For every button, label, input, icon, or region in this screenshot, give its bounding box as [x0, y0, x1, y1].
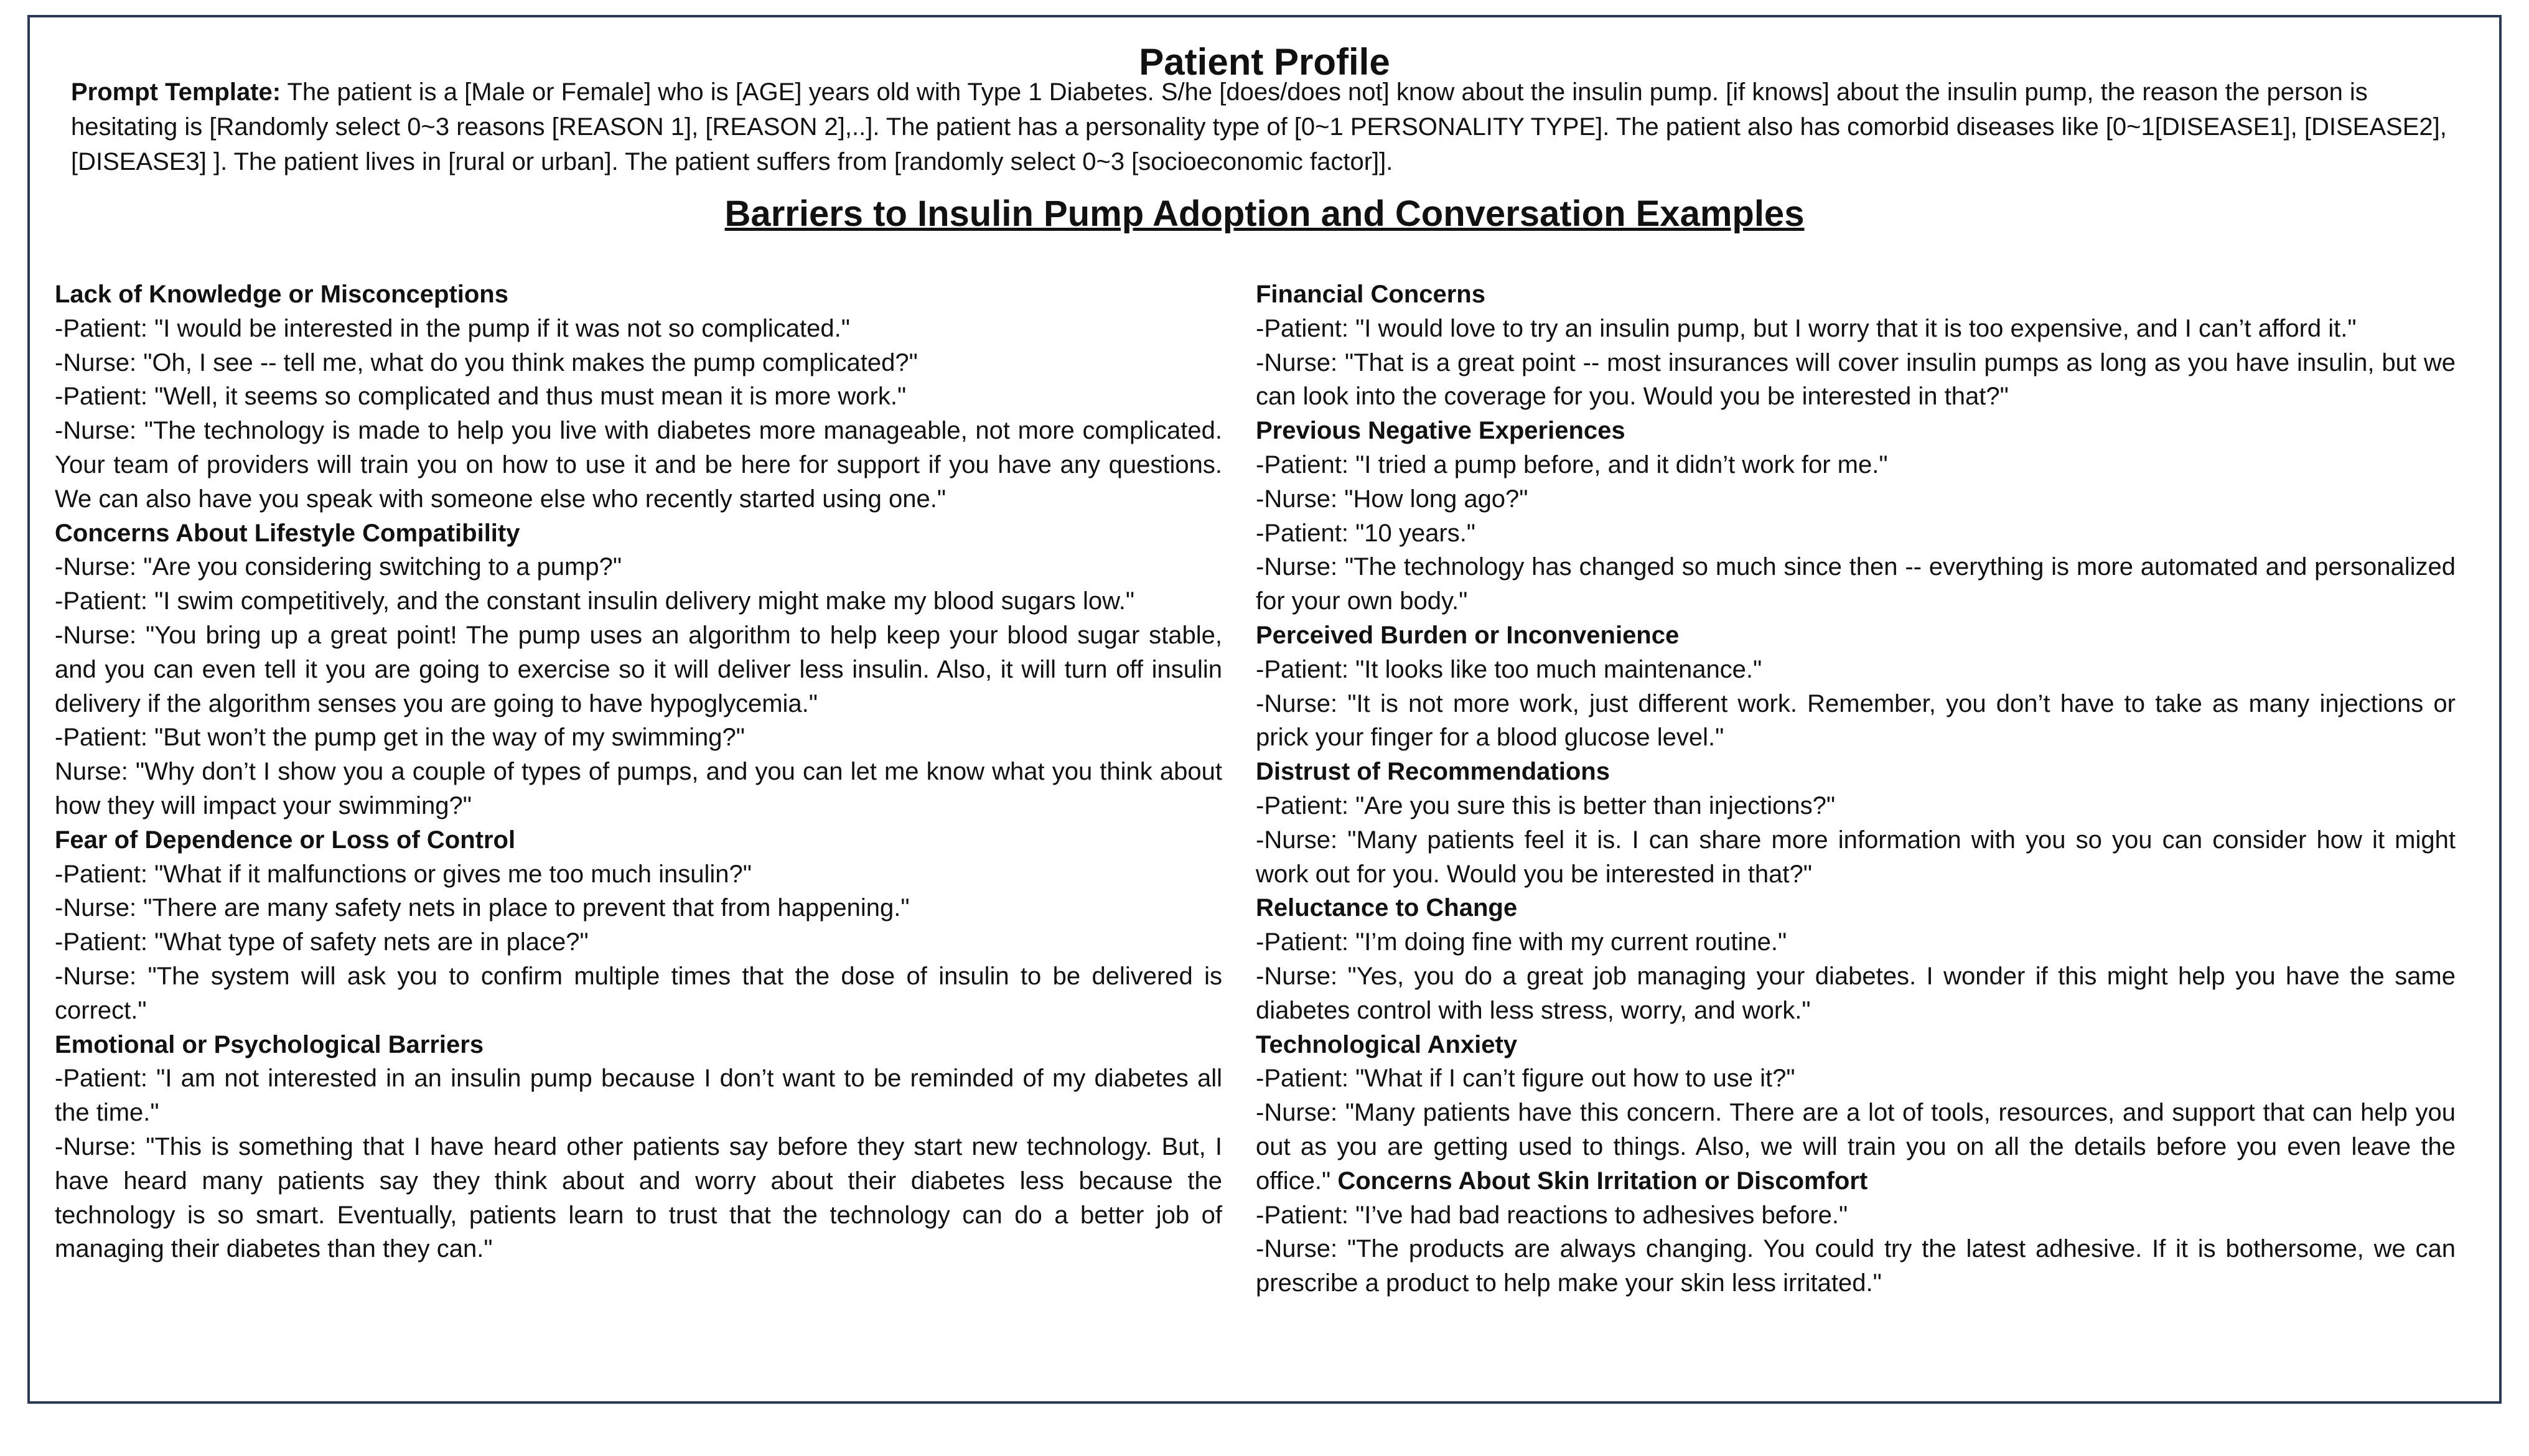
- dialogue-line: -Patient: "I would love to try an insulin pump, but I worry that it is too expensive, and I can’t afford it.": [1256, 314, 2357, 342]
- prompt-label: Prompt Template:: [71, 78, 281, 106]
- dialogue-line-text: -Nurse: "Many patients have this concern. There are a lot of tools, resources, and support that can help you out as you are getting used to things. Also, we will train you on all the details before you even leave the office.": [1256, 1099, 2456, 1195]
- dialogue-line: -Patient: "What type of safety nets are in place?": [55, 928, 589, 956]
- section-heading-concerns-about-lifestyle-compatibility: Concerns About Lifestyle Compatibility: [55, 519, 520, 547]
- left-column: [55, 278, 1222, 1266]
- dialogue-line: -Nurse: "Oh, I see -- tell me, what do you think makes the pump complicated?": [55, 348, 918, 376]
- dialogue-line: -Patient: "Are you sure this is better than injections?": [1256, 791, 1836, 819]
- section-heading-fear-of-dependence-or-loss-of-control: Fear of Dependence or Loss of Control: [55, 826, 516, 854]
- dialogue-line: -Patient: "I tried a pump before, and it didn’t work for me.": [1256, 450, 1888, 478]
- dialogue-line: -Patient: "What if it malfunctions or gives me too much insulin?": [55, 860, 752, 888]
- section-heading-reluctance-to-change: Reluctance to Change: [1256, 894, 1518, 922]
- dialogue-line: -Nurse: "Many patients feel it is. I can share more information with you so you can consider how it might work out for you. Would you be interested in that?": [1256, 826, 2456, 888]
- dialogue-line: -Nurse: "Yes, you do a great job managing your diabetes. I wonder if this might help you have the same diabetes control with less stress, worry, and work.": [1256, 962, 2456, 1024]
- dialogue-line: -Patient: "It looks like too much maintenance.": [1256, 655, 1762, 683]
- prompt-text: The patient is a [Male or Female] who is [AGE] years old with Type 1 Diabetes. S/he [does/does not] know about the insulin pump. [if knows] about the insulin pump, the reason the person is hesitating is [Randomly select 0~3 reasons [REASON 1], [REASON 2],..]. The patient has a personality type of [0~1 PERSONALITY TYPE]. The patient also has comorbid diseases like [0~1[DISEASE1], [DISEASE2], [DISEASE3] ]. The patient lives in [rural or urban]. The patient suffers from [randomly select 0~3 [socioeconomic factor]].: [71, 78, 2447, 175]
- section-heading-emotional-or-psychological-barriers: Emotional or Psychological Barriers: [55, 1030, 484, 1058]
- right-column: [1256, 278, 2456, 1300]
- section-heading-perceived-burden-or-inconvenience: Perceived Burden or Inconvenience: [1256, 621, 1680, 649]
- page-title: Patient Profile: [1139, 41, 1390, 83]
- dialogue-line: -Patient: "I swim competitively, and the constant insulin delivery might make my blood sugars low.": [55, 587, 1135, 615]
- dialogue-line: -Nurse: "The technology is made to help you live with diabetes more manageable, not more complicated. Your team of providers will train you on how to use it and be here for support if you have any questions. We can also have you speak with someone else who recently started using one.": [55, 417, 1222, 513]
- dialogue-line: -Nurse: "There are many safety nets in place to prevent that from happening.": [55, 894, 910, 922]
- section-heading-concerns-about-skin-irritation-or-discomfort: Concerns About Skin Irritation or Discomfort: [1337, 1167, 1868, 1195]
- dialogue-line: -Nurse: "That is a great point -- most insurances will cover insulin pumps as long as you have insulin, but we can look into the coverage for you. Would you be interested in that?": [1256, 348, 2456, 411]
- section-heading-distrust-of-recommendations: Distrust of Recommendations: [1256, 758, 1610, 786]
- section-subtitle: Barriers to Insulin Pump Adoption and Conversation Examples: [724, 194, 1805, 234]
- dialogue-line: -Nurse: "Are you considering switching to a pump?": [55, 553, 622, 581]
- dialogue-line: -Patient: "I’m doing fine with my current routine.": [1256, 928, 1787, 956]
- dialogue-line: -Nurse: "This is something that I have heard other patients say before they start new technology. But, I have heard many patients say they think about and worry about their diabetes less because the technology is so smart. Eventually, patients learn to trust that the technology can do a better job of managing their diabetes than they can.": [55, 1132, 1222, 1263]
- prompt-template: [71, 75, 2458, 179]
- dialogue-line: -Patient: "10 years.": [1256, 519, 1476, 547]
- dialogue-line: -Patient: "I would be interested in the pump if it was not so complicated.": [55, 314, 850, 342]
- dialogue-line: -Patient: "I’ve had bad reactions to adhesives before.": [1256, 1201, 1848, 1229]
- dialogue-line: -Nurse: "You bring up a great point! The pump uses an algorithm to help keep your blood sugar stable, and you can even tell it you are going to exercise so it will deliver less insulin. Also, it will turn off insulin delivery if the algorithm senses you are going to have hypoglycemia.": [55, 621, 1222, 717]
- dialogue-line: -Nurse: "The products are always changing. You could try the latest adhesive. If it is bothersome, we can prescribe a product to help make your skin less irritated.": [1256, 1235, 2456, 1297]
- dialogue-line: -Patient: "I am not interested in an insulin pump because I don’t want to be reminded of my diabetes all the time.": [55, 1065, 1222, 1127]
- section-heading-technological-anxiety: Technological Anxiety: [1256, 1030, 1518, 1058]
- section-heading-previous-negative-experiences: Previous Negative Experiences: [1256, 417, 1625, 445]
- dialogue-line: -Nurse: "The system will ask you to confirm multiple times that the dose of insulin to be delivered is correct.": [55, 962, 1222, 1024]
- section-heading-financial-concerns: Financial Concerns: [1256, 281, 1485, 308]
- dialogue-line: -Patient: "What if I can’t figure out how to use it?": [1256, 1065, 1795, 1093]
- dialogue-line: -Patient: "But won’t the pump get in the way of my swimming?": [55, 724, 745, 752]
- dialogue-line: -Nurse: "How long ago?": [1256, 485, 1528, 513]
- dialogue-line: -Nurse: "It is not more work, just different work. Remember, you don’t have to take as many injections or prick your finger for a blood glucose level.": [1256, 689, 2456, 752]
- dialogue-line: -Patient: "Well, it seems so complicated and thus must mean it is more work.": [55, 383, 907, 411]
- section-heading-lack-of-knowledge-or-misconceptions: Lack of Knowledge or Misconceptions: [55, 281, 508, 308]
- profile-frame: [27, 15, 2502, 1404]
- dialogue-line: -Nurse: "The technology has changed so much since then -- everything is more automated and personalized for your own body.": [1256, 553, 2456, 615]
- dialogue-line: Nurse: "Why don’t I show you a couple of types of pumps, and you can let me know what you think about how they will impact your swimming?": [55, 758, 1222, 819]
- dialogue-line: [1256, 1096, 2456, 1198]
